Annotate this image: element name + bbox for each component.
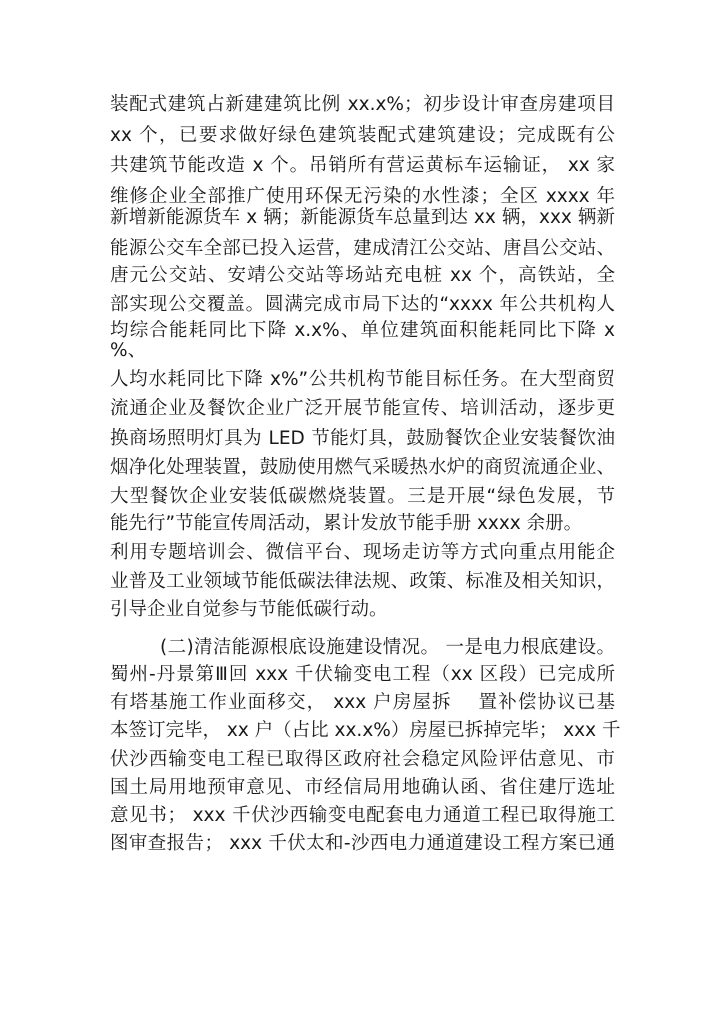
text-line-17: 利用专题培训会、微信平台、现场走访等方式向重点用能企	[110, 542, 615, 563]
text-line-26: 意见书； xxx 千伏沙西输变电配套电力通道工程已取得施工	[110, 805, 615, 826]
text-line-22: 有塔基施工作业面移交， xxx 户房屋拆 置补偿协议已基	[110, 692, 615, 713]
text-line-18: 业普及工业领域节能低碳法律法规、政策、标准及相关知识，	[110, 571, 615, 592]
text-line-9: 均综合能耗同比下降 x.x%、单位建筑面积能耗同比下降 x	[110, 320, 615, 341]
text-line-2: xx 个，已要求做好绿色建筑装配式建筑建设；完成既有公	[110, 125, 615, 146]
text-line-23: 本签订完毕， xx 户（占比 xx.x%）房屋已拆掉完毕； xxx 千	[110, 720, 621, 741]
text-line-6: 能源公交车全部已投入运营，建成清江公交站、唐昌公交站、	[110, 238, 615, 259]
text-line-25: 国土局用地预审意见、市经信局用地确认函、省住建厅选址	[110, 777, 615, 798]
section-heading-line: (二)清洁能源根底设施建设情况。 一是电力根底建设。	[160, 637, 615, 658]
text-line-15: 大型餐饮企业安装低碳燃烧装置。三是开展“绿色发展，节	[110, 486, 615, 507]
text-line-4: 维修企业全部推广使用环保无污染的水性漆；全区 xxxx 年	[110, 186, 615, 207]
text-line-10: %、	[110, 340, 147, 361]
text-line-13: 换商场照明灯具为 LED 节能灯具，鼓励餐饮企业安装餐饮油	[110, 428, 615, 449]
text-line-14: 烟净化处理装置，鼓励使用燃气采暖热水炉的商贸流通企业、	[110, 457, 615, 478]
text-line-1: 装配式建筑占新建建筑比例 xx.x%；初步设计审查房建项目	[110, 94, 615, 115]
text-line-21: 蜀州-丹景第Ⅲ回 xxx 千伏输变电工程（xx 区段）已完成所	[110, 664, 615, 685]
text-line-16: 能先行”节能宣传周活动，累计发放节能手册 xxxx 余册。	[110, 513, 583, 534]
text-line-24: 伏沙西输变电工程已取得区政府社会稳定风险评估意见、市	[110, 749, 615, 770]
text-line-19: 引导企业自觉参与节能低碳行动。	[110, 599, 388, 620]
text-line-5: 新增新能源货车 x 辆；新能源货车总量到达 xx 辆，xxx 辆新	[110, 207, 615, 228]
text-line-27: 图审查报告； xxx 千伏太和-沙西电力通道建设工程方案已通	[110, 833, 615, 854]
text-line-7: 唐元公交站、安靖公交站等场站充电桩 xx 个，高铁站，全	[110, 265, 615, 286]
text-line-12: 流通企业及餐饮企业广泛开展节能宣传、培训活动，逐步更	[110, 398, 615, 419]
text-line-11: 人均水耗同比下降 x%”公共机构节能目标任务。在大型商贸	[110, 369, 615, 390]
text-line-8: 部实现公交覆盖。圆满完成市局下达的“xxxx 年公共机构人	[110, 294, 615, 315]
text-line-3: 共建筑节能改造 x 个。吊销所有营运黄标车运输证， xx 家	[110, 155, 615, 176]
